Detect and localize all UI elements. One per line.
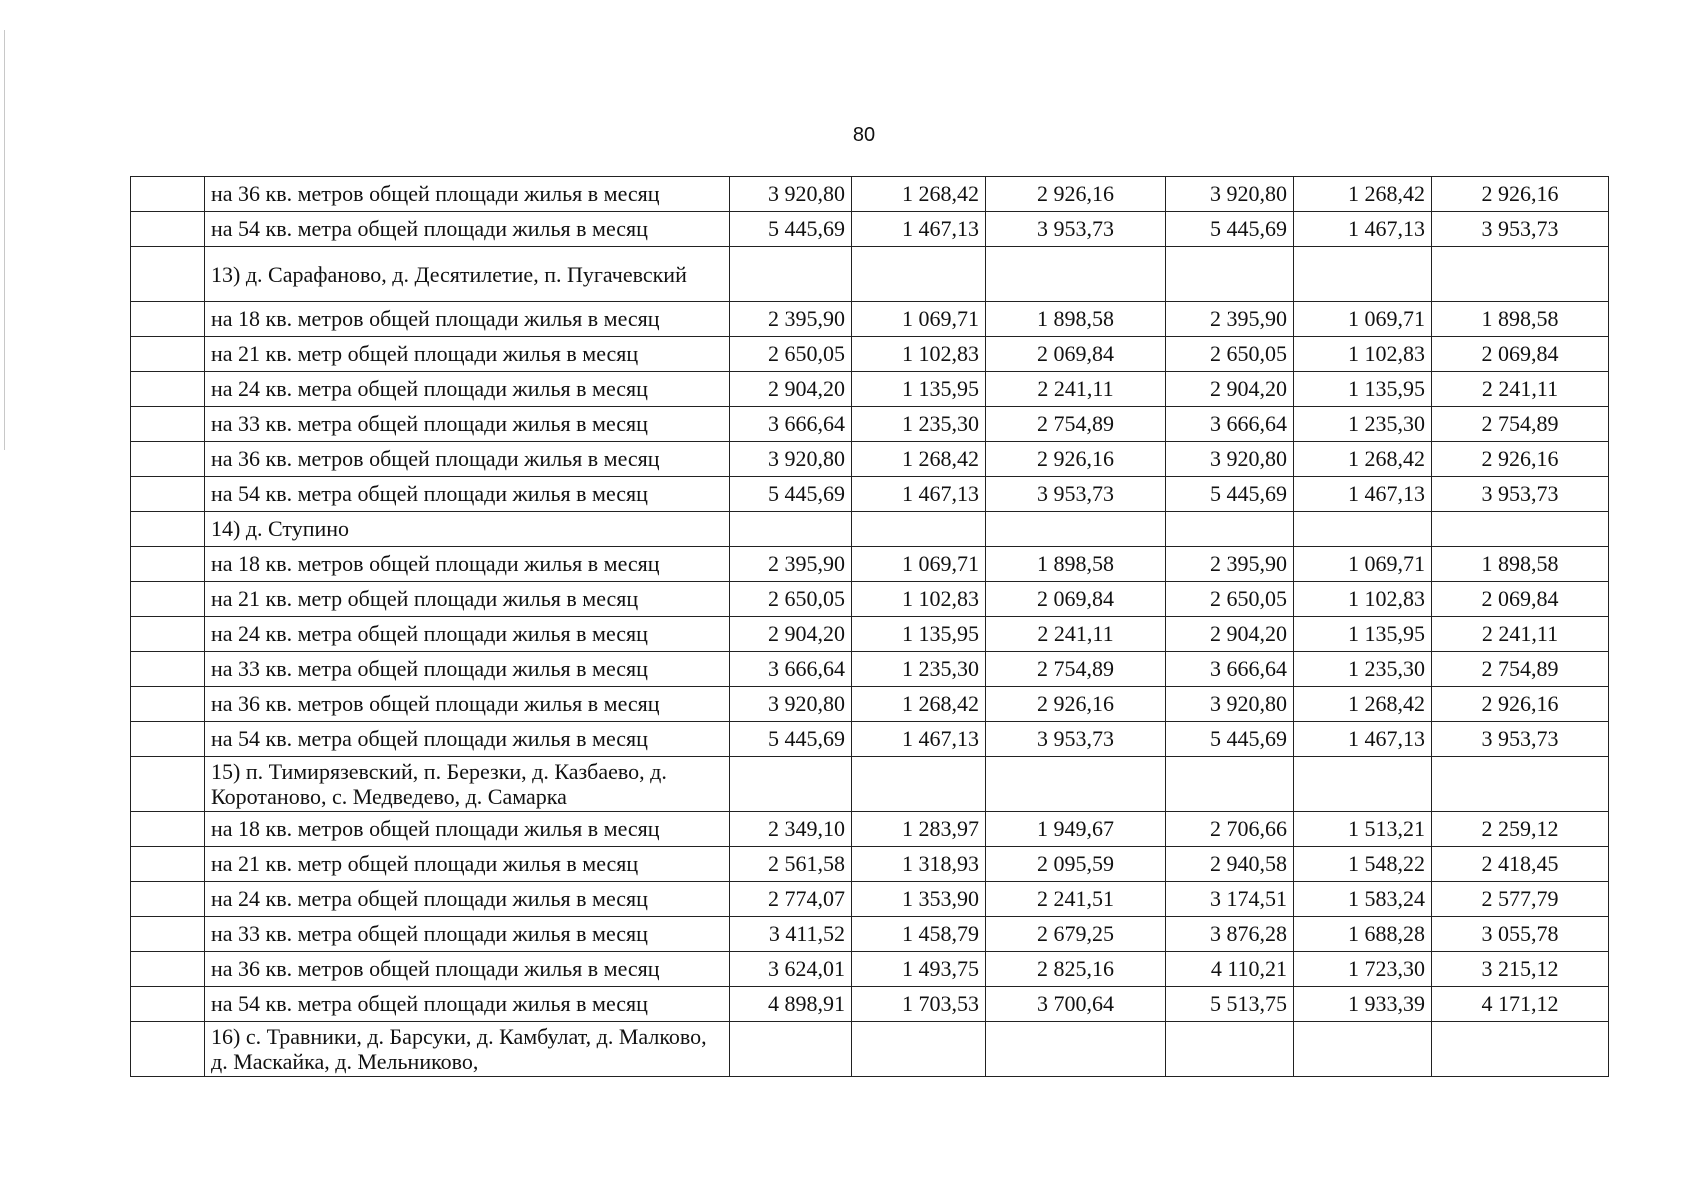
value-cell: 3 876,28 xyxy=(1166,917,1294,952)
value-cell xyxy=(986,757,1166,812)
table-row xyxy=(131,882,1609,917)
row-label-cell: на 18 кв. метров общей площади жилья в месяц xyxy=(205,812,730,847)
value-cell: 2 069,84 xyxy=(1432,582,1609,617)
value-cell: 2 395,90 xyxy=(730,302,852,337)
value-cell: 2 926,16 xyxy=(986,442,1166,477)
table-row xyxy=(131,177,1609,212)
row-index-cell xyxy=(131,477,205,512)
value-cell: 1 069,71 xyxy=(852,547,986,582)
row-index-cell xyxy=(131,812,205,847)
value-cell: 1 898,58 xyxy=(986,302,1166,337)
value-cell: 2 754,89 xyxy=(1432,407,1609,442)
value-cell: 3 920,80 xyxy=(730,177,852,212)
value-cell: 1 898,58 xyxy=(1432,302,1609,337)
table-row xyxy=(131,582,1609,617)
value-cell: 2 395,90 xyxy=(730,547,852,582)
row-index-cell xyxy=(131,177,205,212)
value-cell: 1 268,42 xyxy=(852,442,986,477)
row-index-cell xyxy=(131,247,205,302)
value-cell: 2 904,20 xyxy=(730,617,852,652)
value-cell: 1 493,75 xyxy=(852,952,986,987)
value-cell xyxy=(730,512,852,547)
value-cell xyxy=(730,757,852,812)
value-cell: 1 135,95 xyxy=(1294,372,1432,407)
value-cell xyxy=(1166,1022,1294,1077)
row-label-cell: на 54 кв. метра общей площади жилья в месяц xyxy=(205,722,730,757)
row-label-cell: на 24 кв. метра общей площади жилья в месяц xyxy=(205,882,730,917)
table-row xyxy=(131,1022,1609,1077)
value-cell xyxy=(986,1022,1166,1077)
table-row xyxy=(131,687,1609,722)
row-label-cell: на 18 кв. метров общей площади жилья в месяц xyxy=(205,302,730,337)
row-index-cell xyxy=(131,212,205,247)
value-cell: 2 825,16 xyxy=(986,952,1166,987)
value-cell: 1 513,21 xyxy=(1294,812,1432,847)
value-cell xyxy=(1166,757,1294,812)
row-index-cell xyxy=(131,372,205,407)
value-cell: 3 953,73 xyxy=(1432,477,1609,512)
value-cell: 2 926,16 xyxy=(986,687,1166,722)
table-row xyxy=(131,477,1609,512)
value-cell: 5 445,69 xyxy=(1166,477,1294,512)
table-row xyxy=(131,407,1609,442)
value-cell xyxy=(730,247,852,302)
row-index-cell xyxy=(131,847,205,882)
value-cell: 1 933,39 xyxy=(1294,987,1432,1022)
value-cell: 1 235,30 xyxy=(1294,652,1432,687)
value-cell: 5 445,69 xyxy=(1166,722,1294,757)
value-cell: 1 703,53 xyxy=(852,987,986,1022)
value-cell: 5 445,69 xyxy=(1166,212,1294,247)
value-cell: 3 624,01 xyxy=(730,952,852,987)
value-cell: 1 949,67 xyxy=(986,812,1166,847)
row-label-cell: 14) д. Ступино xyxy=(205,512,730,547)
value-cell: 2 754,89 xyxy=(986,407,1166,442)
value-cell: 3 215,12 xyxy=(1432,952,1609,987)
value-cell xyxy=(986,512,1166,547)
table-row xyxy=(131,617,1609,652)
value-cell xyxy=(852,1022,986,1077)
value-cell: 1 458,79 xyxy=(852,917,986,952)
row-label-cell: на 36 кв. метров общей площади жилья в месяц xyxy=(205,687,730,722)
value-cell xyxy=(1432,247,1609,302)
value-cell: 1 135,95 xyxy=(852,372,986,407)
row-index-cell xyxy=(131,987,205,1022)
value-cell: 2 241,11 xyxy=(986,372,1166,407)
table-row xyxy=(131,547,1609,582)
table-row xyxy=(131,722,1609,757)
table-row xyxy=(131,812,1609,847)
table-row xyxy=(131,847,1609,882)
row-label-cell: на 24 кв. метра общей площади жилья в месяц xyxy=(205,372,730,407)
value-cell xyxy=(1432,1022,1609,1077)
value-cell: 2 940,58 xyxy=(1166,847,1294,882)
row-index-cell xyxy=(131,407,205,442)
value-cell: 2 904,20 xyxy=(1166,617,1294,652)
table-row xyxy=(131,372,1609,407)
value-cell: 2 650,05 xyxy=(730,582,852,617)
value-cell: 1 235,30 xyxy=(852,652,986,687)
value-cell: 5 513,75 xyxy=(1166,987,1294,1022)
row-index-cell xyxy=(131,952,205,987)
value-cell: 1 318,93 xyxy=(852,847,986,882)
value-cell: 1 069,71 xyxy=(1294,302,1432,337)
value-cell: 2 241,11 xyxy=(1432,617,1609,652)
row-index-cell xyxy=(131,512,205,547)
row-index-cell xyxy=(131,582,205,617)
value-cell: 2 706,66 xyxy=(1166,812,1294,847)
value-cell xyxy=(1294,1022,1432,1077)
table-row xyxy=(131,247,1609,302)
row-index-cell xyxy=(131,302,205,337)
value-cell: 3 666,64 xyxy=(1166,407,1294,442)
row-index-cell xyxy=(131,1022,205,1077)
value-cell: 2 650,05 xyxy=(730,337,852,372)
value-cell: 1 898,58 xyxy=(1432,547,1609,582)
row-label-cell: на 33 кв. метра общей площади жилья в месяц xyxy=(205,917,730,952)
value-cell: 3 953,73 xyxy=(986,722,1166,757)
value-cell: 2 069,84 xyxy=(986,582,1166,617)
value-cell: 1 069,71 xyxy=(852,302,986,337)
value-cell: 3 920,80 xyxy=(730,442,852,477)
row-label-cell: на 24 кв. метра общей площади жилья в месяц xyxy=(205,617,730,652)
value-cell: 2 095,59 xyxy=(986,847,1166,882)
value-cell: 1 283,97 xyxy=(852,812,986,847)
value-cell: 3 055,78 xyxy=(1432,917,1609,952)
scan-edge-line xyxy=(4,30,5,450)
row-label-cell: на 18 кв. метров общей площади жилья в месяц xyxy=(205,547,730,582)
value-cell xyxy=(1294,247,1432,302)
row-index-cell xyxy=(131,687,205,722)
value-cell: 2 754,89 xyxy=(1432,652,1609,687)
value-cell: 1 467,13 xyxy=(1294,212,1432,247)
value-cell: 1 135,95 xyxy=(852,617,986,652)
row-label-cell: на 33 кв. метра общей площади жилья в месяц xyxy=(205,652,730,687)
table-row xyxy=(131,652,1609,687)
value-cell: 5 445,69 xyxy=(730,477,852,512)
value-cell: 1 102,83 xyxy=(852,337,986,372)
value-cell: 1 069,71 xyxy=(1294,547,1432,582)
row-label-cell: на 54 кв. метра общей площади жилья в месяц xyxy=(205,987,730,1022)
value-cell: 5 445,69 xyxy=(730,722,852,757)
row-label-cell: на 54 кв. метра общей площади жилья в месяц xyxy=(205,477,730,512)
value-cell: 2 577,79 xyxy=(1432,882,1609,917)
value-cell: 2 904,20 xyxy=(730,372,852,407)
value-cell: 1 583,24 xyxy=(1294,882,1432,917)
value-cell: 2 774,07 xyxy=(730,882,852,917)
value-cell: 1 235,30 xyxy=(852,407,986,442)
value-cell: 4 110,21 xyxy=(1166,952,1294,987)
row-index-cell xyxy=(131,757,205,812)
value-cell: 3 411,52 xyxy=(730,917,852,952)
table-row xyxy=(131,337,1609,372)
table-row xyxy=(131,442,1609,477)
value-cell: 3 953,73 xyxy=(986,477,1166,512)
value-cell xyxy=(1166,512,1294,547)
value-cell: 2 259,12 xyxy=(1432,812,1609,847)
value-cell: 4 898,91 xyxy=(730,987,852,1022)
tariff-table xyxy=(130,176,1609,1077)
row-index-cell xyxy=(131,337,205,372)
value-cell: 2 241,11 xyxy=(986,617,1166,652)
value-cell: 1 102,83 xyxy=(1294,582,1432,617)
value-cell: 1 723,30 xyxy=(1294,952,1432,987)
row-index-cell xyxy=(131,722,205,757)
value-cell: 2 926,16 xyxy=(1432,177,1609,212)
value-cell: 2 904,20 xyxy=(1166,372,1294,407)
value-cell: 3 953,73 xyxy=(986,212,1166,247)
row-index-cell xyxy=(131,442,205,477)
value-cell: 3 920,80 xyxy=(1166,442,1294,477)
row-index-cell xyxy=(131,882,205,917)
value-cell: 3 953,73 xyxy=(1432,722,1609,757)
value-cell: 2 679,25 xyxy=(986,917,1166,952)
value-cell: 3 953,73 xyxy=(1432,212,1609,247)
row-label-cell: на 36 кв. метров общей площади жилья в месяц xyxy=(205,952,730,987)
value-cell: 3 174,51 xyxy=(1166,882,1294,917)
value-cell xyxy=(1432,512,1609,547)
value-cell: 1 235,30 xyxy=(1294,407,1432,442)
value-cell: 5 445,69 xyxy=(730,212,852,247)
row-index-cell xyxy=(131,652,205,687)
table-row xyxy=(131,757,1609,812)
table-row xyxy=(131,212,1609,247)
value-cell: 2 754,89 xyxy=(986,652,1166,687)
value-cell: 2 650,05 xyxy=(1166,337,1294,372)
value-cell: 2 926,16 xyxy=(1432,442,1609,477)
table-row xyxy=(131,917,1609,952)
row-label-cell: на 21 кв. метр общей площади жилья в месяц xyxy=(205,847,730,882)
value-cell: 1 467,13 xyxy=(1294,722,1432,757)
value-cell xyxy=(1166,247,1294,302)
value-cell xyxy=(986,247,1166,302)
value-cell: 2 395,90 xyxy=(1166,302,1294,337)
row-index-cell xyxy=(131,917,205,952)
value-cell: 1 353,90 xyxy=(852,882,986,917)
value-cell: 3 920,80 xyxy=(1166,687,1294,722)
row-label-cell: 15) п. Тимирязевский, п. Березки, д. Казбаево, д. Коротаново, с. Медведево, д. Самарка xyxy=(205,757,730,812)
value-cell: 2 926,16 xyxy=(986,177,1166,212)
value-cell: 3 700,64 xyxy=(986,987,1166,1022)
value-cell: 3 666,64 xyxy=(730,652,852,687)
row-label-cell: на 21 кв. метр общей площади жилья в месяц xyxy=(205,582,730,617)
value-cell: 4 171,12 xyxy=(1432,987,1609,1022)
value-cell: 1 268,42 xyxy=(852,687,986,722)
row-label-cell: на 36 кв. метров общей площади жилья в месяц xyxy=(205,442,730,477)
value-cell: 1 268,42 xyxy=(1294,177,1432,212)
value-cell xyxy=(852,247,986,302)
value-cell: 1 467,13 xyxy=(852,722,986,757)
value-cell: 1 102,83 xyxy=(1294,337,1432,372)
value-cell: 2 069,84 xyxy=(1432,337,1609,372)
value-cell: 1 548,22 xyxy=(1294,847,1432,882)
value-cell xyxy=(1432,757,1609,812)
value-cell xyxy=(852,757,986,812)
value-cell: 2 395,90 xyxy=(1166,547,1294,582)
row-index-cell xyxy=(131,547,205,582)
value-cell: 2 069,84 xyxy=(986,337,1166,372)
value-cell: 1 688,28 xyxy=(1294,917,1432,952)
value-cell: 2 418,45 xyxy=(1432,847,1609,882)
value-cell: 3 920,80 xyxy=(730,687,852,722)
value-cell: 2 561,58 xyxy=(730,847,852,882)
value-cell: 2 926,16 xyxy=(1432,687,1609,722)
value-cell: 1 102,83 xyxy=(852,582,986,617)
value-cell xyxy=(1294,757,1432,812)
row-label-cell: на 36 кв. метров общей площади жилья в месяц xyxy=(205,177,730,212)
value-cell: 1 467,13 xyxy=(1294,477,1432,512)
value-cell: 2 650,05 xyxy=(1166,582,1294,617)
page-number: 80 xyxy=(852,124,876,146)
table-row xyxy=(131,302,1609,337)
value-cell: 2 241,51 xyxy=(986,882,1166,917)
value-cell: 2 241,11 xyxy=(1432,372,1609,407)
table-row xyxy=(131,987,1609,1022)
value-cell: 2 349,10 xyxy=(730,812,852,847)
table-row xyxy=(131,952,1609,987)
value-cell: 1 135,95 xyxy=(1294,617,1432,652)
row-label-cell: 16) с. Травники, д. Барсуки, д. Камбулат, д. Малково, д. Маскайка, д. Мельниково, xyxy=(205,1022,730,1077)
value-cell: 3 666,64 xyxy=(1166,652,1294,687)
table-body xyxy=(131,177,1609,1077)
row-label-cell: на 21 кв. метр общей площади жилья в месяц xyxy=(205,337,730,372)
value-cell: 1 268,42 xyxy=(1294,687,1432,722)
value-cell: 1 467,13 xyxy=(852,477,986,512)
value-cell: 1 268,42 xyxy=(1294,442,1432,477)
value-cell: 3 920,80 xyxy=(1166,177,1294,212)
row-index-cell xyxy=(131,617,205,652)
value-cell: 3 666,64 xyxy=(730,407,852,442)
value-cell: 1 467,13 xyxy=(852,212,986,247)
value-cell xyxy=(730,1022,852,1077)
row-label-cell: 13) д. Сарафаново, д. Десятилетие, п. Пугачевский xyxy=(205,247,730,302)
value-cell xyxy=(1294,512,1432,547)
row-label-cell: на 54 кв. метра общей площади жилья в месяц xyxy=(205,212,730,247)
value-cell: 1 268,42 xyxy=(852,177,986,212)
value-cell xyxy=(852,512,986,547)
row-label-cell: на 33 кв. метра общей площади жилья в месяц xyxy=(205,407,730,442)
value-cell: 1 898,58 xyxy=(986,547,1166,582)
table-row xyxy=(131,512,1609,547)
